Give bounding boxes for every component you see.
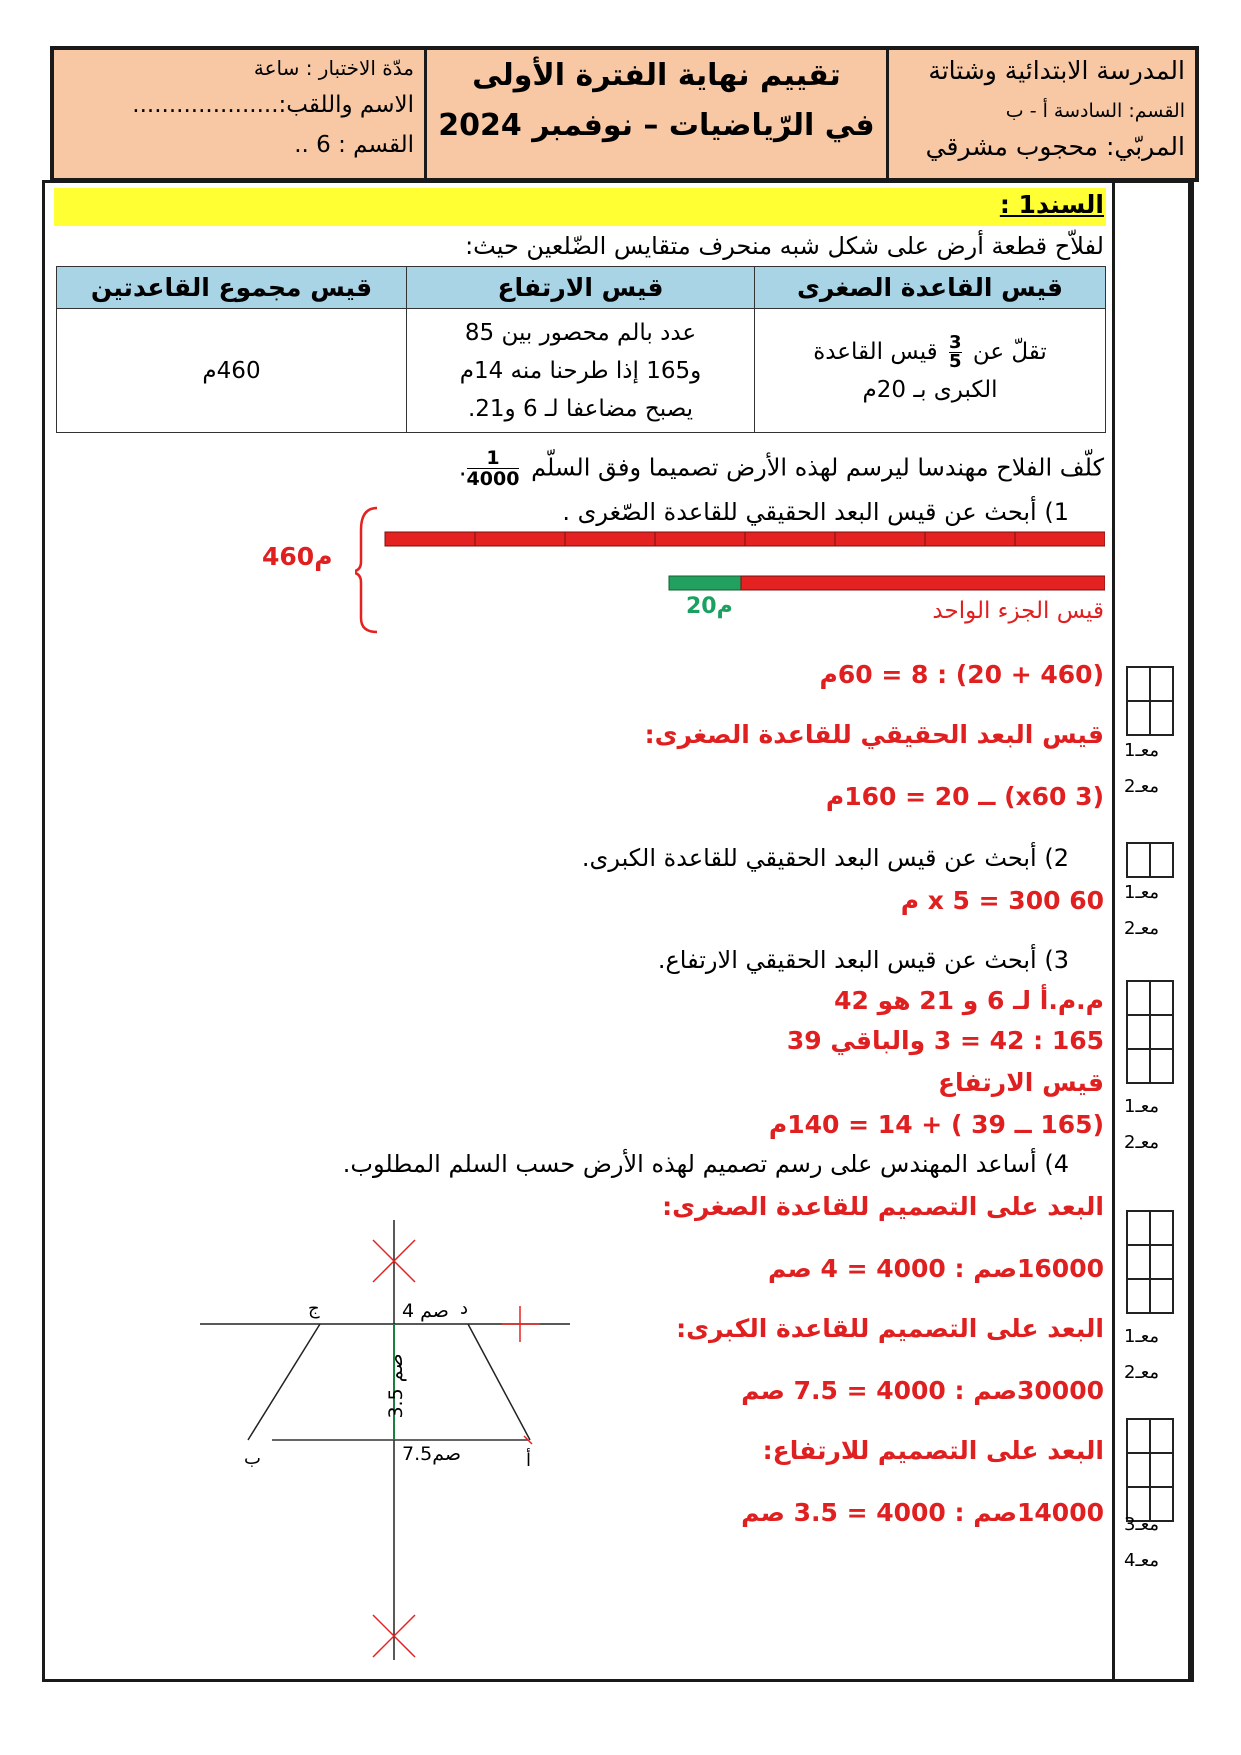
score-grid-q2[interactable] (1126, 842, 1174, 878)
cell-sum: 460م (57, 309, 407, 433)
vertex-top-right: د (460, 1298, 469, 1319)
score-grid-q3[interactable] (1126, 980, 1174, 1084)
q3-line-1: م.م.أ لـ 6 و 21 هو 42 (834, 986, 1104, 1015)
q1-calc-2: (3 x60) ــ 20 = 160م (825, 782, 1104, 811)
bar-unit-red (741, 576, 1105, 590)
criterion-label: معـ2 (1124, 776, 1160, 797)
q4-title-2: البعد على التصميم للقاعدة الكبرى: (676, 1314, 1104, 1343)
q3-line-4: (165 ــ 39 ) + 14 = 140م (768, 1110, 1104, 1139)
criterion-label: معـ1 (1124, 1096, 1160, 1117)
criterion-label: معـ2 (1124, 918, 1160, 939)
small-base-text-1: تقلّ عن (972, 338, 1047, 365)
figure-bottom-label: 7.5صم (402, 1443, 461, 1465)
small-base-text-3: الكبرى بـ 20م (862, 376, 998, 403)
header-height: قيس الارتفاع (407, 267, 755, 309)
class-info: القسم: السادسة أ - ب (1005, 100, 1185, 122)
scale-text: كلّف الفلاح مهندسا ليرسم لهذه الأرض تصميما وفق السلّم (531, 453, 1104, 482)
vertex-top-left: ج (308, 1298, 320, 1319)
q1-question: 1) أبحث عن قيس البعد الحقيقي للقاعدة الصّغرى . (562, 498, 1069, 526)
bar-unit-label: قيس الجزء الواحد (932, 598, 1104, 624)
score-grid-q4a[interactable] (1126, 1210, 1174, 1314)
vertex-bottom-right: أ (526, 1450, 532, 1471)
q2-calc: 60 x 5 = 300 م (900, 886, 1104, 915)
score-grid-q1[interactable] (1126, 666, 1174, 736)
header-box (50, 46, 1199, 182)
cell-small-base (755, 309, 1106, 433)
duration: مدّة الاختبار : ساعة (253, 56, 414, 80)
sidebar-edge (1188, 182, 1191, 1682)
fraction-numerator: 3 (948, 331, 962, 353)
sanad-highlight (54, 188, 1106, 226)
fraction-denominator: 5 (948, 350, 962, 372)
score-grid-q4b[interactable] (1126, 1418, 1174, 1522)
header-student-info (54, 50, 427, 178)
scale-sentence: كلّف الفلاح مهندسا ليرسم لهذه الأرض تصميما وفق السلّم $\frac{1}{4000}$ . (458, 447, 1104, 490)
header-sum: قيس مجموع القاعدتين (57, 267, 407, 309)
q4-calc-3: 14000صم : 4000 = 3.5 صم (741, 1498, 1104, 1527)
height-text-2: و165 إذا طرحنا منه 14م (459, 357, 702, 384)
criterion-label: معـ2 (1124, 1132, 1160, 1153)
criterion-label: معـ2 (1124, 1362, 1160, 1383)
q3-question: 3) أبحث عن قيس البعد الحقيقي الارتفاع. (657, 946, 1069, 974)
scale-fraction (467, 448, 520, 489)
vertex-bottom-left: ب (244, 1448, 261, 1469)
sidebar-divider (1112, 182, 1115, 1682)
bar-extra-label: 20م (686, 594, 733, 619)
name-field: الاسم واللقب:.................... (132, 92, 414, 118)
title-line-2: في الرّياضيات – نوفمبر 2024 (438, 108, 875, 143)
figure-top-label: 4 صم (402, 1300, 449, 1322)
height-text-3: يصبح مضاعفا لـ 6 و21. (467, 395, 694, 422)
school-name: المدرسة الابتدائية وشتاتة (928, 56, 1185, 85)
sanad-title: السند1 : (999, 190, 1104, 219)
q4-question: 4) أساعد المهندس على رسم تصميم لهذه الأرض حسب السلم المطلوب. (342, 1150, 1069, 1178)
brace (355, 508, 377, 632)
height-text-1: عدد بالم محصور بين 85 (464, 319, 697, 346)
criterion-label: معـ3 (1124, 1514, 1160, 1535)
data-table (56, 266, 1106, 433)
teacher-name: المربّي: محجوب مشرقي (925, 132, 1185, 161)
q4-calc-1: 16000صم : 4000 = 4 صم (768, 1254, 1104, 1283)
sanad-intro: لفلاّح قطعة أرض على شكل شبه منحرف متقايس الضّلعين حيث: (465, 232, 1104, 260)
trapezoid-figure (190, 1210, 590, 1670)
small-base-text-2: قيس القاعدة (813, 338, 938, 365)
frame-top-divider (42, 180, 1194, 183)
title-line-1: تقييم نهاية الفترة الأولى (472, 58, 841, 93)
bar-total-label: 460م (262, 542, 333, 571)
header-school-info (889, 50, 1195, 178)
header-small-base: قيس القاعدة الصغرى (755, 267, 1106, 309)
header-title (427, 50, 889, 178)
scale-numerator: 1 (467, 448, 520, 469)
criterion-label: معـ1 (1124, 740, 1160, 761)
criterion-label: معـ1 (1124, 1326, 1160, 1347)
bar-extra-green (669, 576, 741, 590)
cell-height (407, 309, 755, 433)
class-field: القسم : 6 .. (294, 132, 414, 158)
q3-line-3: قيس الارتفاع (937, 1068, 1104, 1097)
left-leg (248, 1324, 320, 1440)
q4-title-3: البعد على التصميم للارتفاع: (762, 1436, 1104, 1465)
criterion-label: معـ1 (1124, 882, 1160, 903)
q3-line-2: 165 : 42 = 3 والباقي 39 (786, 1026, 1104, 1055)
q1-subtitle: قيس البعد الحقيقي للقاعدة الصغرى: (644, 720, 1104, 749)
figure-height-label: 3.5 صم (385, 1353, 407, 1419)
fraction-3-5 (948, 331, 962, 372)
q4-calc-2: 30000صم : 4000 = 7.5 صم (741, 1376, 1104, 1405)
criterion-label: معـ4 (1124, 1550, 1160, 1571)
q1-calc-1: (460 + 20) : 8 = 60م (819, 660, 1104, 689)
q4-title-1: البعد على التصميم للقاعدة الصغرى: (662, 1192, 1104, 1221)
q2-question: 2) أبحث عن قيس البعد الحقيقي للقاعدة الكبرى. (581, 844, 1069, 872)
scale-denominator: 4000 (466, 468, 520, 490)
